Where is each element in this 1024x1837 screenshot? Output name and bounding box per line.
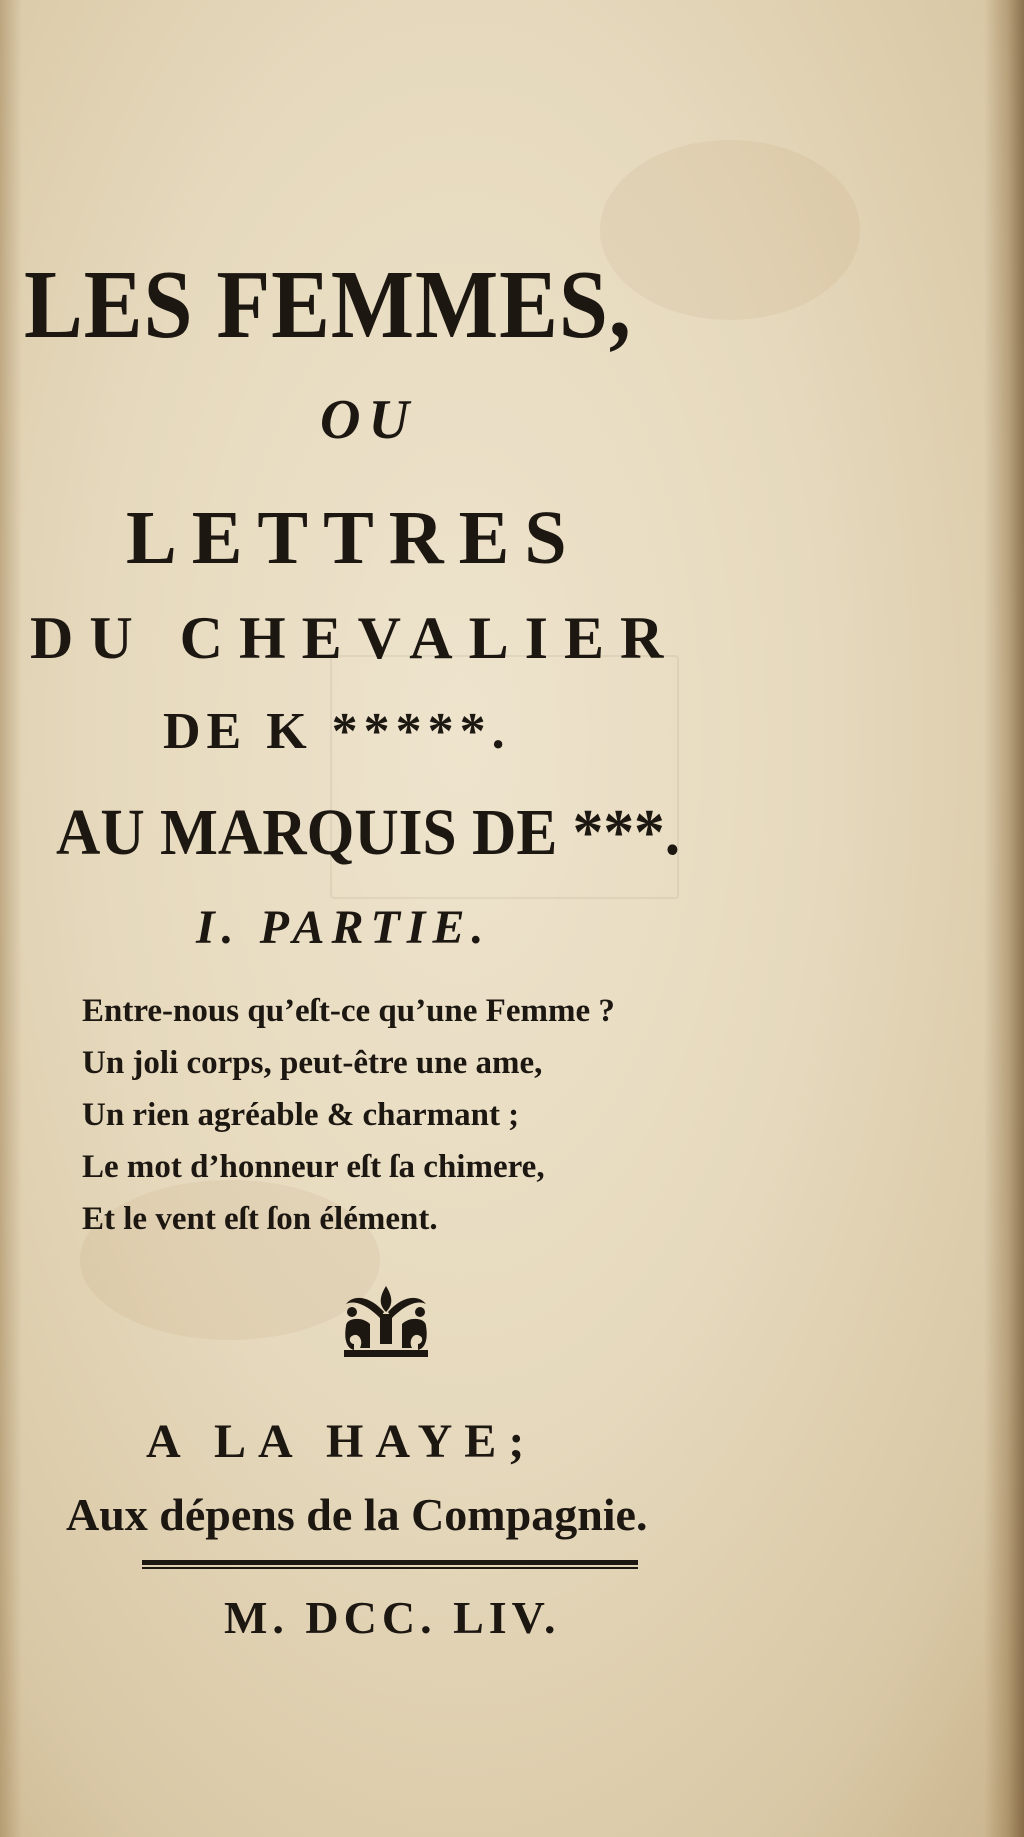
epigraph-line: Un rien agréable & charmant ; (82, 1097, 520, 1133)
epigraph-line: Et le vent eſt ſon élément. (82, 1201, 438, 1237)
epigraph-line: Un joli corps, peut-être une ame, (82, 1045, 543, 1081)
fleuron-ornament-icon (340, 1282, 432, 1360)
double-rule-divider (142, 1560, 638, 1569)
page-right-edge (984, 0, 1024, 1837)
imprint-place: A LA HAYE; (146, 1415, 537, 1468)
subtitle-lettres: LETTRES (126, 496, 582, 580)
part-number: I. PARTIE. (196, 901, 491, 954)
page-left-edge (0, 0, 22, 1837)
epigraph-line: Entre-nous qu’eſt-ce qu’une Femme ? (82, 993, 615, 1029)
imprint-date: M. DCC. LIV. (224, 1592, 561, 1643)
subtitle-author-initial: DE K *****. (163, 703, 511, 760)
epigraph-line: Le mot d’honneur eſt ſa chimere, (82, 1149, 545, 1185)
epigraph (82, 985, 615, 1245)
book-title: LES FEMMES, (24, 251, 632, 359)
title-conjunction: OU (320, 389, 417, 451)
paper-stain (600, 140, 860, 320)
subtitle-recipient: AU MARQUIS DE ***. (56, 796, 681, 869)
subtitle-chevalier: DU CHEVALIER (30, 605, 680, 671)
imprint-publisher: Aux dépens de la Compagnie. (66, 1489, 648, 1540)
